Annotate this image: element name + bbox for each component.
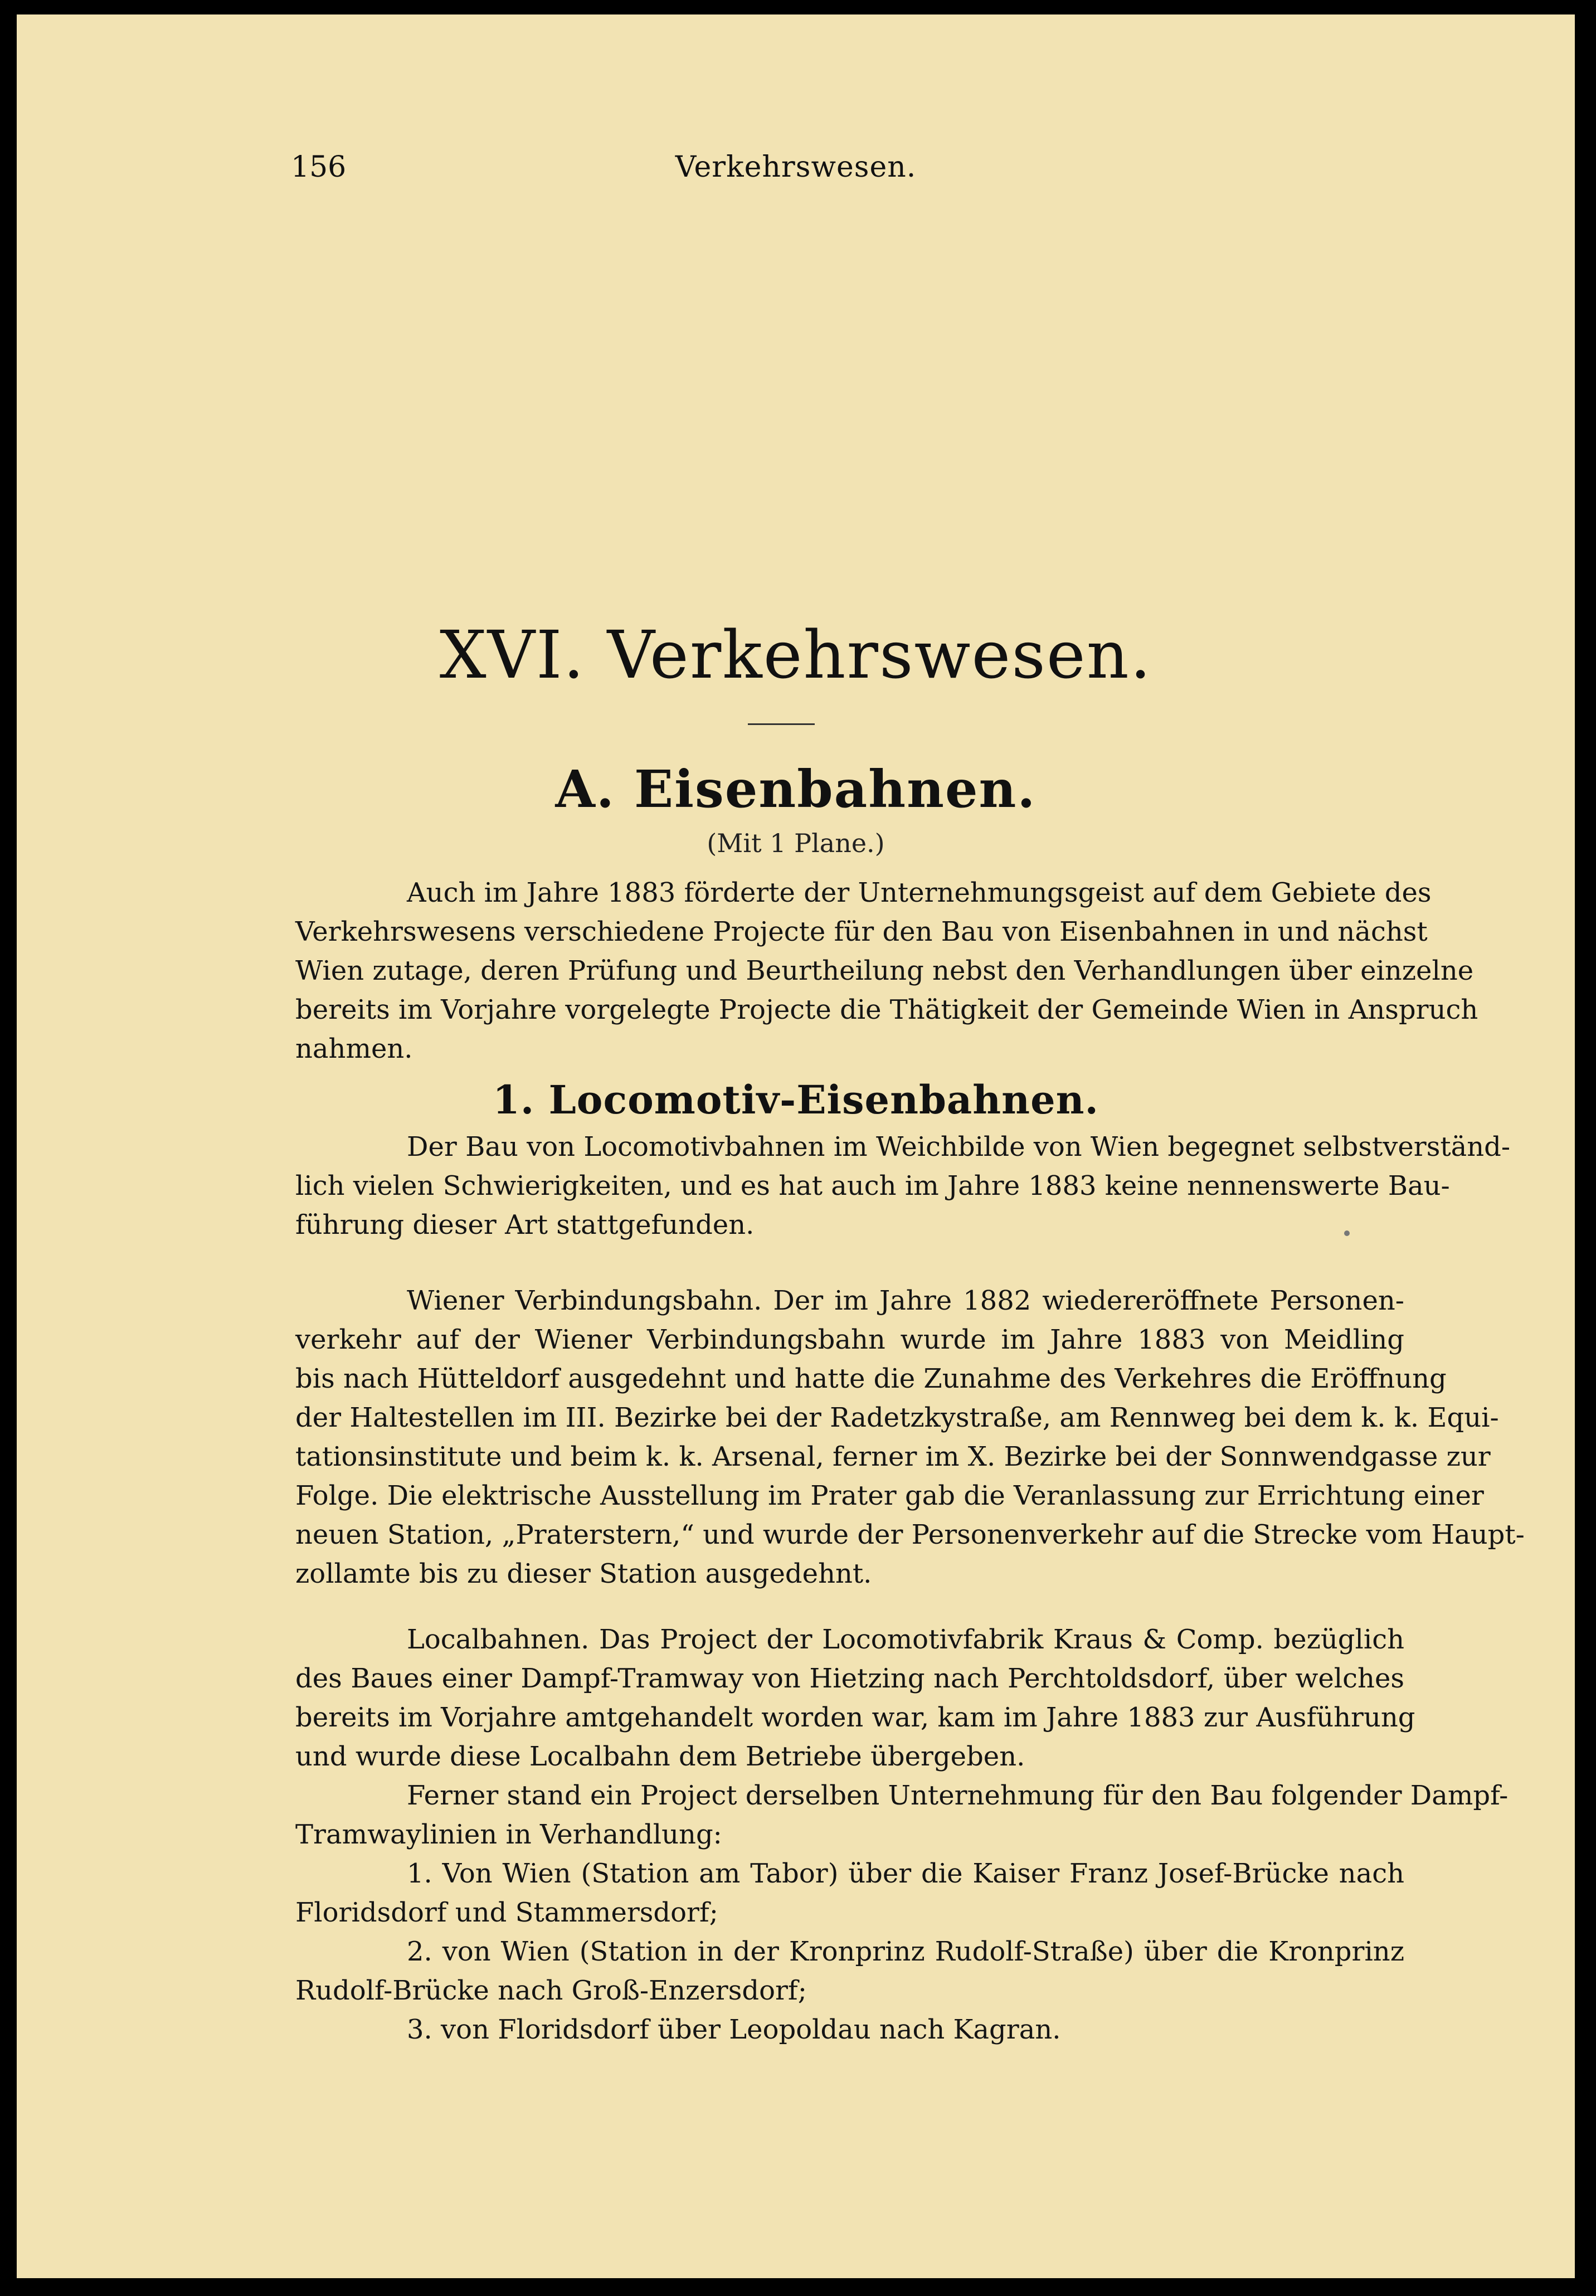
chapter-divider	[748, 723, 815, 725]
section-title: A. Eisenbahnen.	[555, 759, 1037, 819]
subsection-title: 1. Locomotiv-Eisenbahnen.	[493, 1077, 1099, 1123]
section-note: (Mit 1 Plane.)	[707, 828, 885, 858]
paragraph-line: Localbahnen. Das Project der Locomotivfabrik Kraus & Comp. bezüglich	[407, 1624, 1404, 1655]
paragraph-line: zollamte bis zu dieser Station ausgedehnt.	[295, 1558, 872, 1589]
paragraph-line: des Baues einer Dampf-Tramway von Hietzing nach Perchtoldsdorf, über welches	[295, 1663, 1404, 1694]
chapter-title: XVI. Verkehrswesen.	[439, 616, 1152, 693]
paper-speck	[1344, 1230, 1350, 1236]
list-item: 2. von Wien (Station in der Kronprinz Rudolf-Straße) über die Kronprinz	[407, 1936, 1404, 1967]
page-number: 156	[291, 150, 347, 184]
intro-line: nahmen.	[295, 1033, 413, 1064]
running-head	[17, 150, 1575, 189]
paragraph-line: bis nach Hütteldorf ausgedehnt und hatte die Zunahme des Verkehres die Eröffnung	[295, 1363, 1447, 1394]
paragraph-line: tationsinstitute und beim k. k. Arsenal, ferner im X. Bezirke bei der Sonnwendgasse zur	[295, 1441, 1491, 1472]
paragraph-line: Ferner stand ein Project derselben Unternehmung für den Bau folgender Dampf-	[407, 1780, 1509, 1811]
list-item-continuation: Rudolf-Brücke nach Groß-Enzersdorf;	[295, 1975, 807, 2006]
paragraph-line: neuen Station, „Praterstern,“ und wurde der Personenverkehr auf die Strecke vom Haupt-	[295, 1519, 1525, 1550]
list-item-continuation: Floridsdorf und Stammersdorf;	[295, 1897, 718, 1928]
document-page	[17, 14, 1575, 2278]
paragraph-line: führung dieser Art stattgefunden.	[295, 1209, 755, 1241]
list-item: 1. Von Wien (Station am Tabor) über die Kaiser Franz Josef-Brücke nach	[407, 1858, 1404, 1889]
paragraph-line: und wurde diese Localbahn dem Betriebe übergeben.	[295, 1741, 1025, 1772]
paragraph-line: verkehr auf der Wiener Verbindungsbahn wurde im Jahre 1883 von Meidling	[295, 1324, 1404, 1355]
paragraph-line: bereits im Vorjahre amtgehandelt worden war, kam im Jahre 1883 zur Ausführung	[295, 1702, 1415, 1733]
paragraph-line: Der Bau von Locomotivbahnen im Weichbilde von Wien begegnet selbstverständ-	[407, 1131, 1511, 1162]
paragraph-line: Wiener Verbindungsbahn. Der im Jahre 1882 wiedereröffnete Personen-	[407, 1285, 1404, 1316]
paragraph-line: lich vielen Schwierigkeiten, und es hat auch im Jahre 1883 keine nennenswerte Bau-	[295, 1170, 1450, 1201]
paragraph-line: Tramwaylinien in Verhandlung:	[295, 1819, 722, 1850]
intro-line: bereits im Vorjahre vorgelegte Projecte die Thätigkeit der Gemeinde Wien in Anspruch	[295, 994, 1478, 1025]
intro-line: Auch im Jahre 1883 förderte der Unternehmungsgeist auf dem Gebiete des	[407, 877, 1432, 908]
intro-line: Verkehrswesens verschiedene Projecte für den Bau von Eisenbahnen in und nächst	[295, 916, 1428, 947]
running-title: Verkehrswesen.	[675, 150, 917, 184]
paragraph-line: Folge. Die elektrische Ausstellung im Prater gab die Veranlassung zur Errichtung einer	[295, 1480, 1484, 1511]
paragraph-line: der Haltestellen im III. Bezirke bei der Radetzkystraße, am Rennweg bei dem k. k. Equi-	[295, 1402, 1499, 1433]
list-item: 3. von Floridsdorf über Leopoldau nach Kagran.	[407, 2014, 1061, 2045]
intro-line: Wien zutage, deren Prüfung und Beurtheilung nebst den Verhandlungen über einzelne	[295, 955, 1474, 986]
